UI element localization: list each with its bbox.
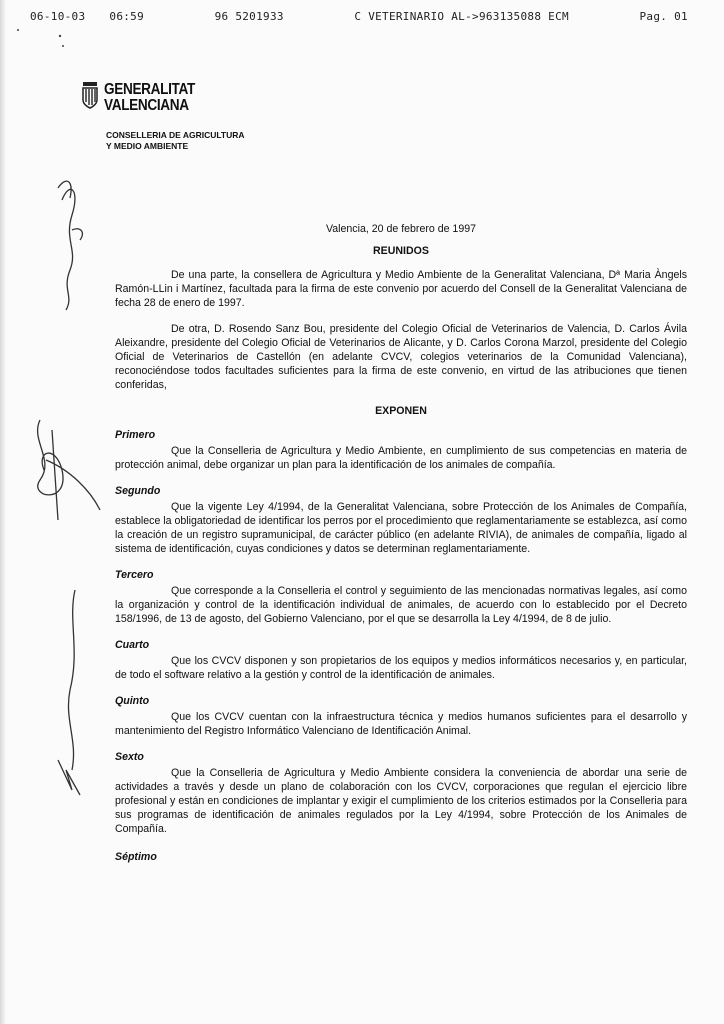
section-title: Segundo (115, 485, 161, 497)
fax-time: 06:59 (109, 10, 145, 23)
department-line-2: Y MEDIO AMBIENTE (106, 141, 189, 151)
agreement-body (115, 222, 687, 866)
logo-line-1: GENERALITAT (104, 81, 195, 98)
section-sexto (115, 750, 687, 836)
section-tercero (115, 568, 687, 626)
fax-sender-number: 96 5201933 (214, 10, 284, 23)
section-text: Que la Conselleria de Agricultura y Medio Ambiente considera la conveniencia de abordar una serie de actividades a través y desde un plano de colaboración con los CVCV, corporaciones que regulan el ejercicio libre profesional y están en condiciones de implantar y exigir el cumplimiento de los criterios estimados por la Conselleria para sus programas de identificación de animales regulados por la Ley 4/1994, sobre Protección de los Animales de Compañía. (115, 767, 687, 835)
coat-of-arms-icon (80, 80, 100, 110)
fax-date: 06-10-03 (30, 10, 86, 23)
generalitat-logo (80, 80, 250, 114)
heading-reunidos: REUNIDOS (373, 245, 429, 257)
logo-line-2: VALENCIANA (104, 97, 189, 114)
section-primero (115, 428, 687, 472)
section-text: Que la vigente Ley 4/1994, de la Generalitat Valenciana, sobre Protección de los Animales de Compañía, establece la obligatoriedad de identificar los perros por el procedimiento que reglamentariamente se establezca, así como la creación de un registro supramunicipal, de carácter público (en adelante RIVIA), de animales de compañía, ligado al sistema de identificación, cuyas condiciones y datos se determinan reglamentariamente. (115, 501, 687, 555)
section-quinto (115, 694, 687, 738)
section-title: Sexto (115, 751, 144, 763)
section-text: Que corresponde a la Conselleria el control y seguimiento de las mencionadas normativas legales, así como la organización y control de la identificación individual de animales, de acuerdo con lo establecido por el Decreto 158/1996, de 13 de agosto, del Gobierno Valenciano, por el que se desarrolla la Ley 4/1994, de 8 de julio. (115, 585, 687, 625)
section-title: Primero (115, 429, 156, 441)
fax-page-number: Pag. 01 (639, 10, 688, 23)
department-name (106, 130, 250, 152)
section-text: Que los CVCV cuentan con la infraestructura técnica y medios humanos suficientes para el desarrollo y mantenimiento del Registro Informático Valenciano de Identificación Animal. (115, 711, 687, 737)
section-title: Quinto (115, 695, 150, 707)
fax-transmission-header (30, 10, 688, 23)
section-segundo (115, 484, 687, 556)
fax-route: C VETERINARIO AL->963135088 ECM (354, 10, 569, 23)
section-cuarto (115, 638, 687, 682)
reunidos-paragraph-2: De otra, D. Rosendo Sanz Bou, presidente del Colegio Oficial de Veterinarios de Valencia, D. Carlos Ávila Aleixandre, presidente del Colegio Oficial de Veterinarios de Alicante, y D. Carlos Corona Marzol, presidente del Colegio Oficial de Veterinarios de Castellón (en adelante CVCV, colegios veterinarios de la Comunidad Valenciana), reconociéndose todos facultades suficientes para la firma de este convenio, en virtud de las atribuciones que tienen conferidas, (115, 323, 687, 391)
section-text: Que la Conselleria de Agricultura y Medio Ambiente, en cumplimiento de sus competencias en materia de protección animal, debe organizar un plan para la identificación de los animales de compañía. (115, 445, 687, 471)
section-title: Cuarto (115, 639, 150, 651)
heading-exponen: EXPONEN (375, 405, 427, 417)
reunidos-paragraph-1: De una parte, la consellera de Agricultura y Medio Ambiente de la Generalitat Valenciana, Dª Maria Àngels Ramón-LLin i Martínez, facultada para la firma de este convenio por acuerdo del Consell de la Generalitat Valenciana de fecha 28 de enero de 1997. (115, 269, 687, 309)
section-title-septimo: Séptimo (115, 851, 157, 863)
section-text: Que los CVCV disponen y son propietarios de los equipos y medios informáticos necesarios y, en particular, de todo el software relativo a la gestión y control de la identificación de animales. (115, 655, 687, 681)
page-edge-shadow (0, 0, 6, 1024)
department-line-1: CONSELLERIA DE AGRICULTURA (106, 130, 245, 140)
letterhead (80, 80, 250, 152)
section-title: Tercero (115, 569, 154, 581)
document-date: Valencia, 20 de febrero de 1997 (326, 223, 476, 235)
